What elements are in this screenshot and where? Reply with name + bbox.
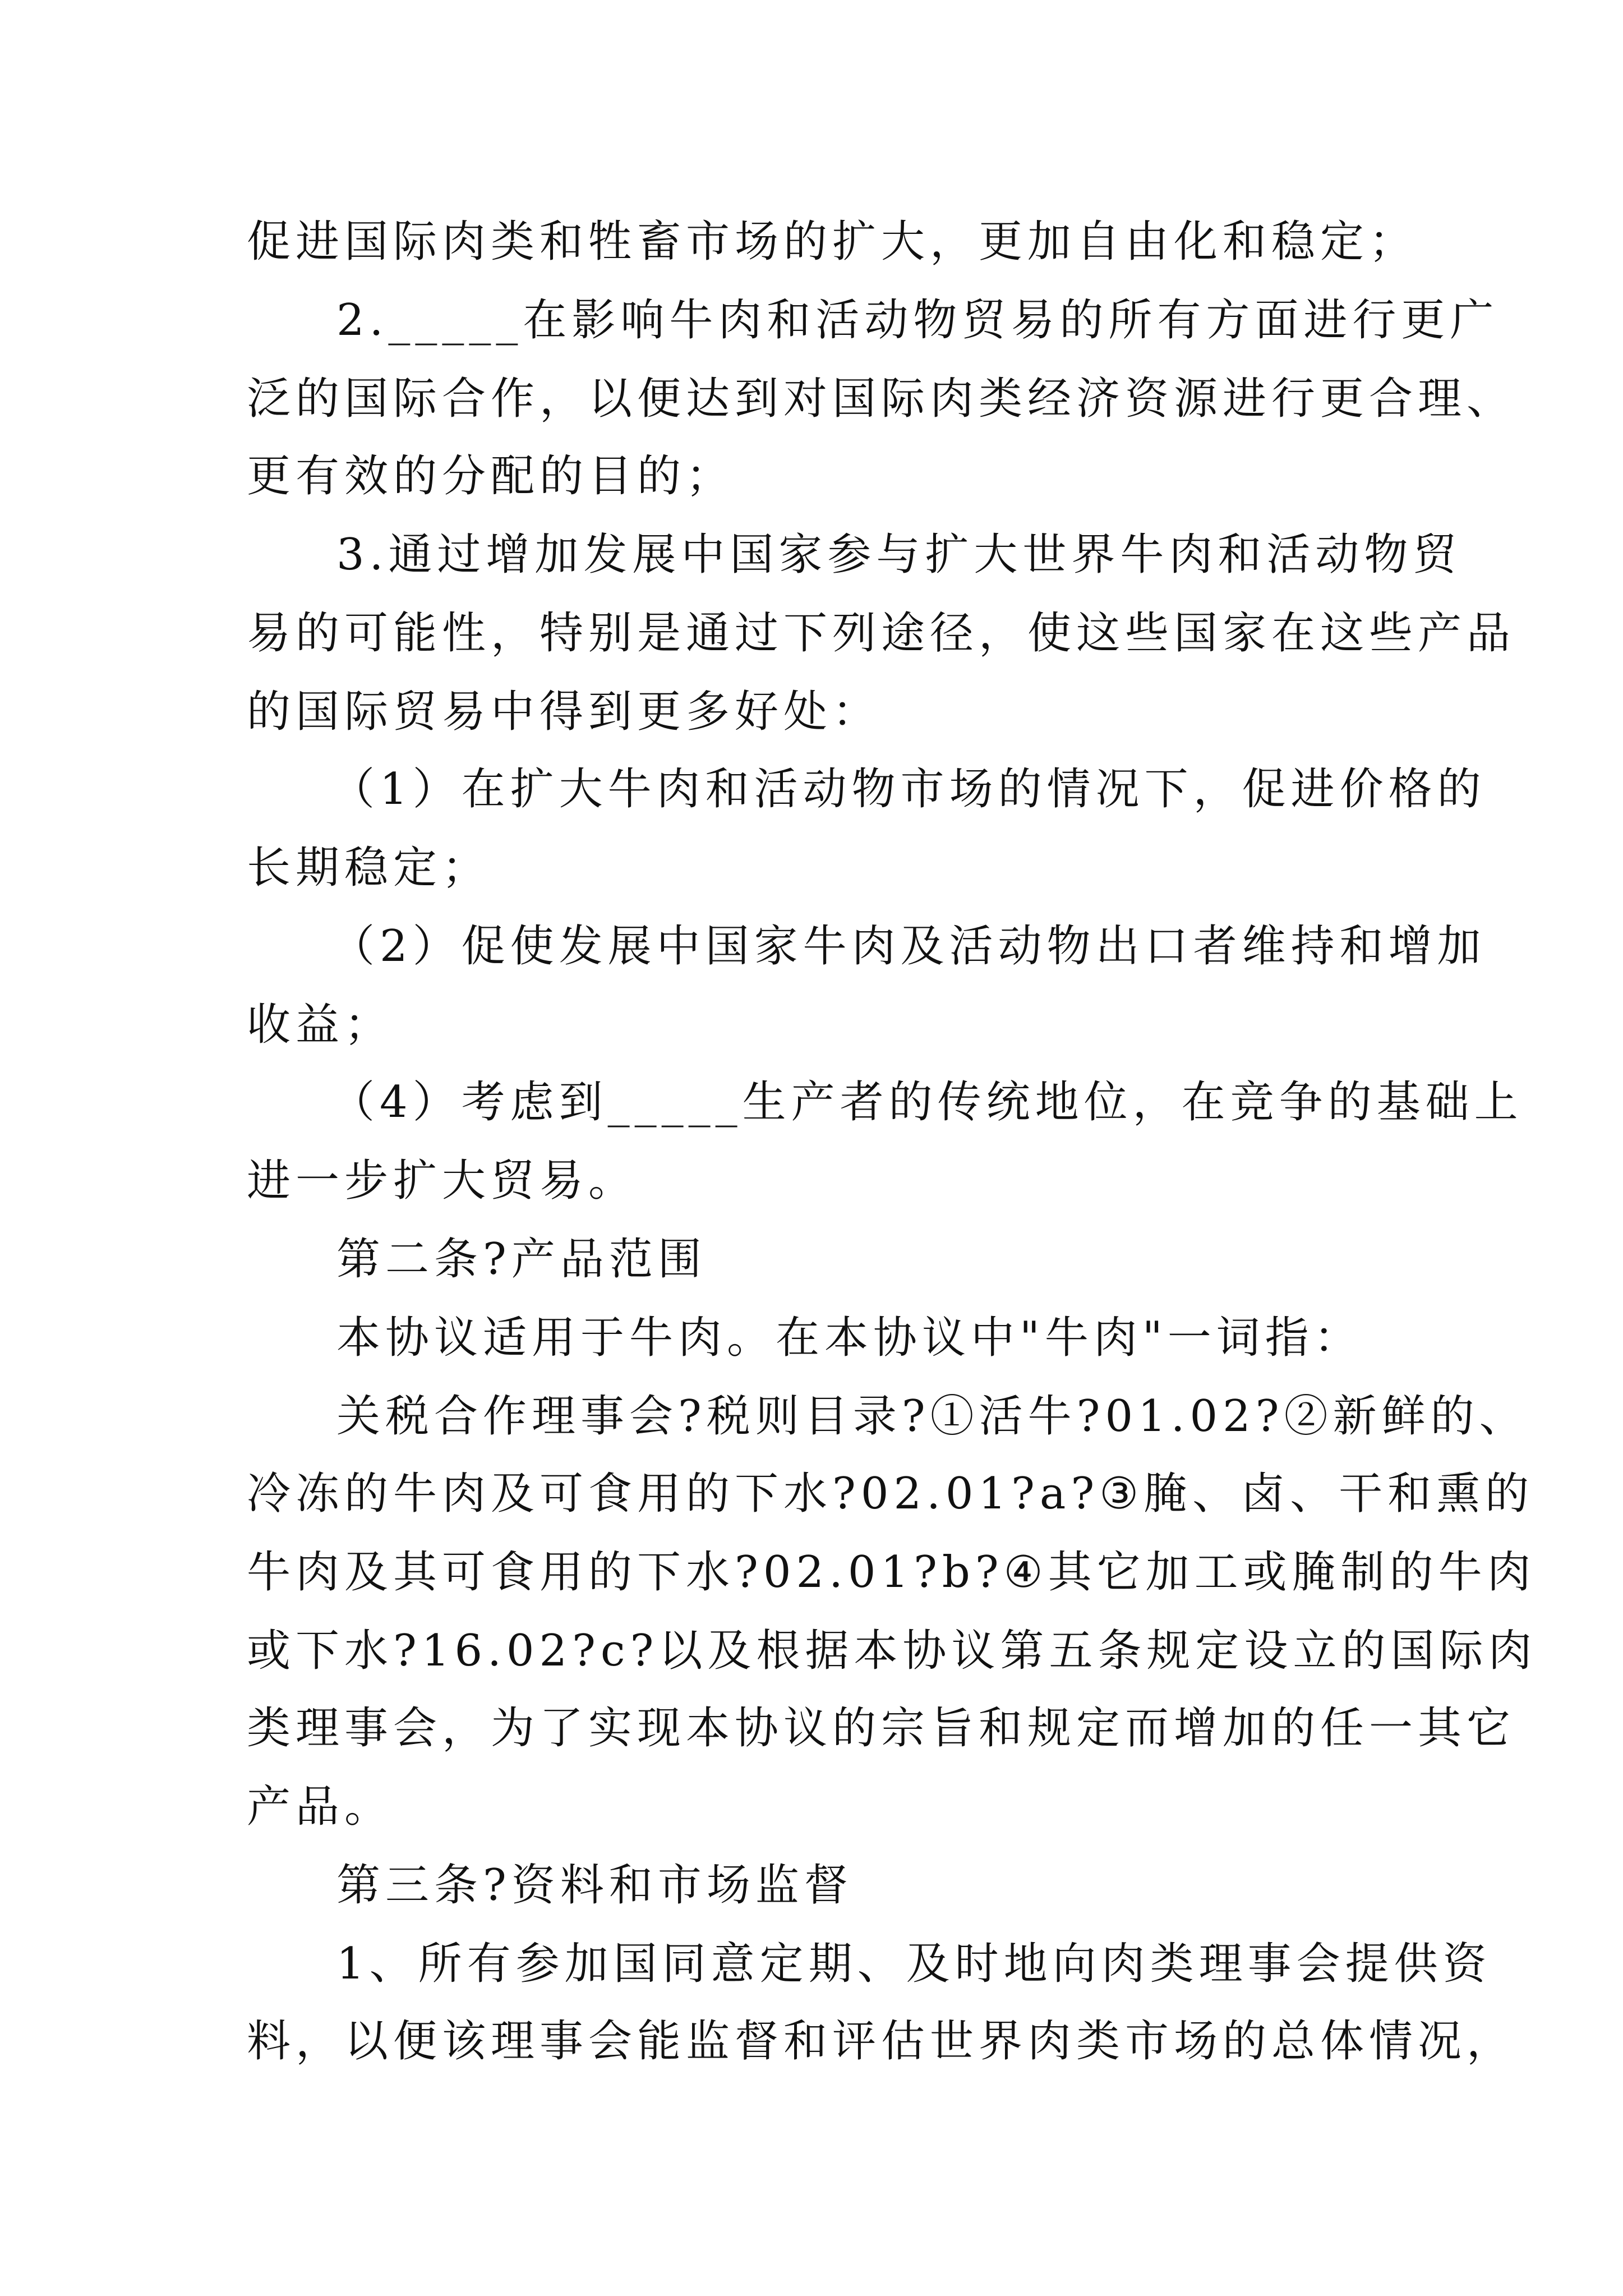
text-line: 3.通过增加发展中国家参与扩大世界牛肉和活动物贸 [336,530,1462,580]
text-line: 泛的国际合作，以便达到对国际肉类经济资源进行更合理、 [247,374,1516,424]
text-line: 牛肉及其可食用的下水?02.01?b?④其它加工或腌制的牛肉 [247,1547,1536,1598]
section-heading: 第三条?资料和市场监督 [336,1860,853,1911]
text-line: （4）考虑到_____生产者的传统地位，在竞争的基础上 [331,1077,1523,1128]
text-line: 长期稳定； [247,843,491,893]
text-line: 关税合作理事会?税则目录?①活牛?01.02?②新鲜的、 [336,1391,1528,1442]
text-line: 的国际贸易中得到更多好处： [247,687,882,737]
text-line: （1）在扩大牛肉和活动物市场的情况下，促进价格的 [331,764,1486,815]
text-line: 产品。 [247,1782,394,1832]
text-line: 本协议适用于牛肉。在本协议中"牛肉"一词指： [336,1313,1363,1363]
text-line: 料，以便该理事会能监督和评估世界肉类市场的总体情况， [247,2016,1516,2067]
text-line: 收益； [247,1000,394,1050]
text-line: 促进国际肉类和牲畜市场的扩大，更加自由化和稳定； [247,217,1418,267]
text-line: 或下水?16.02?c?以及根据本协议第五条规定设立的国际肉 [247,1626,1537,1676]
text-line: 进一步扩大贸易。 [247,1156,638,1206]
text-line: （2）促使发展中国家牛肉及活动物出口者维持和增加 [331,921,1486,972]
text-line: 2._____在影响牛肉和活动物贸易的所有方面进行更广 [336,295,1499,346]
text-line: 1、所有参加国同意定期、及时地向肉类理事会提供资 [336,1939,1492,1989]
text-line: 类理事会，为了实现本协议的宗旨和规定而增加的任一其它 [247,1703,1516,1754]
section-heading: 第二条?产品范围 [336,1234,707,1285]
text-line: 更有效的分配的目的； [247,451,735,501]
text-line: 易的可能性，特别是通过下列途径，使这些国家在这些产品 [247,608,1516,659]
text-line: 冷冻的牛肉及可食用的下水?02.01?a?③腌、卤、干和熏的 [247,1469,1534,1519]
